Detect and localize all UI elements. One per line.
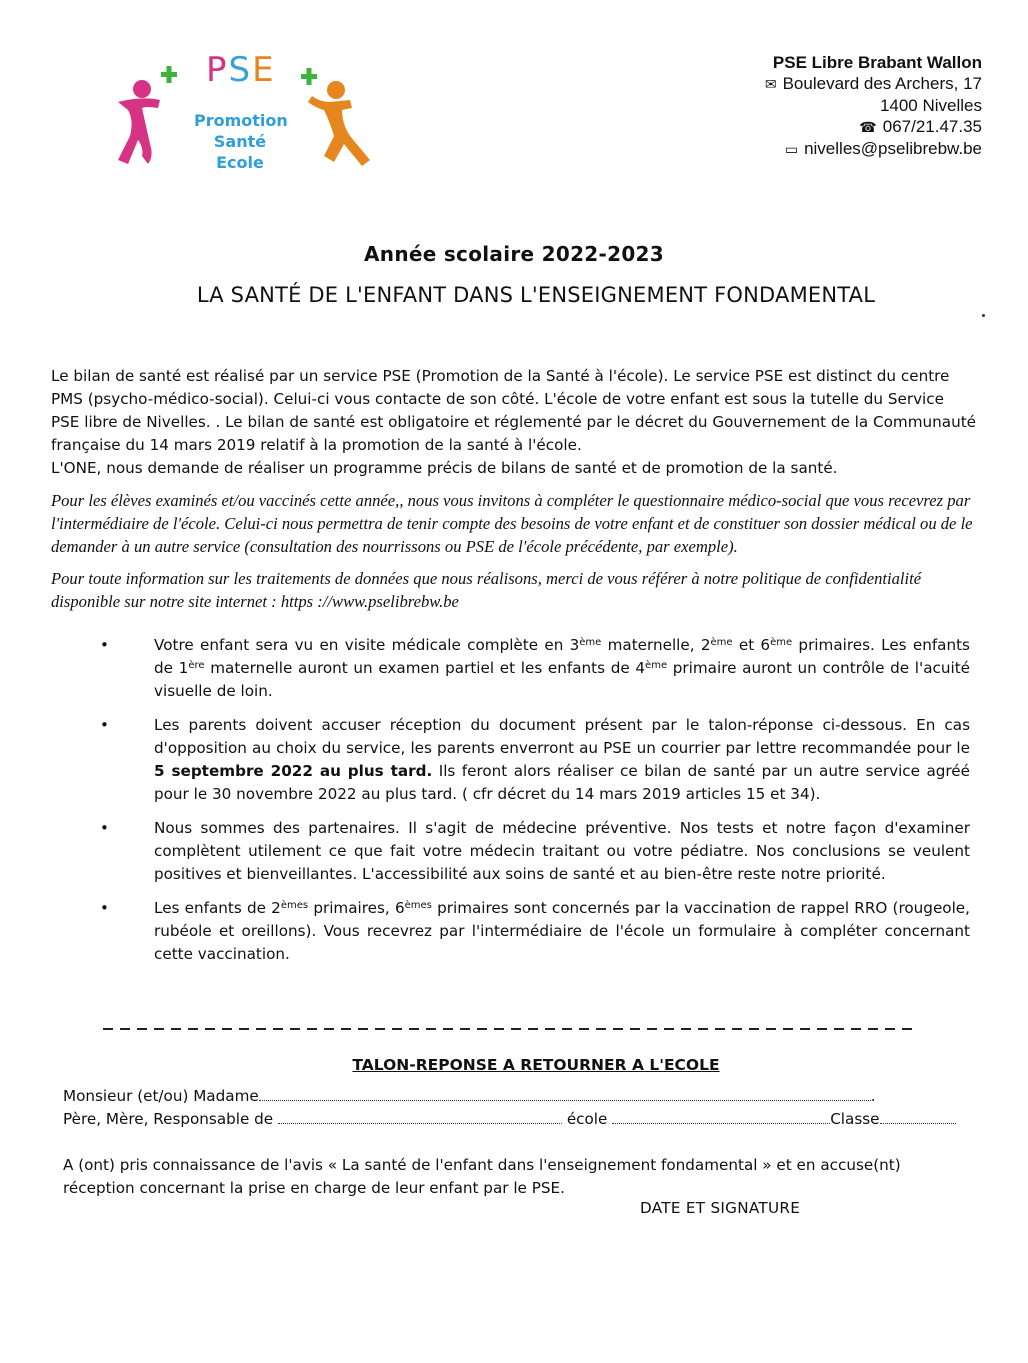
bullet-list: [100, 634, 970, 977]
child-name-blank[interactable]: [278, 1109, 562, 1124]
intro-paragraph: L'ONE, nous demande de réaliser un programme précis de bilans de santé et de promotion de la santé.: [51, 459, 838, 477]
org-name: PSE Libre Brabant Wallon: [772, 53, 982, 72]
pse-logo: [98, 44, 380, 174]
deadline-text: 5 septembre 2022 au plus tard.: [154, 762, 433, 780]
city: 1400 Nivelles: [879, 96, 982, 115]
class-blank[interactable]: [880, 1109, 956, 1124]
logo-subtitle-line: Ecole: [216, 153, 264, 172]
street: Boulevard des Archers, 17: [782, 74, 982, 93]
child-info-field[interactable]: [63, 1108, 956, 1130]
parent-label: Monsieur (et/ou) Madame: [63, 1087, 259, 1105]
street-line: [765, 73, 982, 95]
list-item: • Votre enfant sera vu en visite médicale complète en 3ème maternelle, 2ème et 6ème primaires. Les enfants de 1ère maternelle auront un examen partiel et les enfants de 4ème primaire auront un contrôle de l'acuité visuelle de loin.: [100, 634, 970, 703]
logo-letter-p: P: [206, 50, 229, 90]
page-title: LA SANTÉ DE L'ENFANT DANS L'ENSEIGNEMENT FONDAMENTAL: [196, 283, 876, 307]
date-signature-label: DATE ET SIGNATURE: [640, 1199, 801, 1217]
envelope-icon: ✉: [764, 76, 777, 92]
phone: 067/21.47.35: [882, 117, 982, 136]
intro-text: [51, 365, 976, 480]
email-link[interactable]: nivelles@pselibrebw.be: [804, 139, 982, 158]
logo-letter-s: S: [228, 50, 253, 90]
logo-subtitle: [194, 110, 286, 173]
phone-icon: ☎: [859, 119, 877, 135]
email-line: [765, 138, 982, 160]
child-label: Père, Mère, Responsable de: [63, 1110, 274, 1128]
list-item: • Nous sommes des partenaires. Il s'agit de médecine préventive. Nos tests et notre façon d'examiner complètent utilement ce que fait votre médecin traitant ou votre pédiatre. Nos conclusions se veulent positives et bienveillantes. L'accessibilité aux soins de santé et au bien-être reste notre priorité.: [100, 817, 970, 886]
list-item: • Les parents doivent accuser réception du document présent par le talon-réponse ci-dessous. En cas d'opposition au choix du service, les parents enverront au PSE un courrier par lettre recommandée pour le 5 septembre 2022 au plus tard. Ils feront alors réaliser ce bilan de santé par un autre service agréé pour le 30 novembre 2022 au plus tard. ( cfr décret du 14 mars 2019 articles 15 et 34).: [100, 714, 970, 806]
privacy-note: Pour toute information sur les traitements de données que nous réalisons, merci de vous référer à notre politique de confidentialité disponible sur notre site internet : https ://www.pselibrebw.be: [51, 569, 922, 611]
school-label: école: [566, 1110, 608, 1128]
questionnaire-note: Pour les élèves examinés et/ou vaccinés cette année,, nous vous invitons à compléter le questionnaire médico-social que vous recevrez par l'intermédiaire de l'école. Celui-ci nous permettra de tenir compte des besoins de votre enfant et de constituer son dossier médical ou de le demander à un autre service (consultation des nourrissons ou PSE de l'école précédente, par exemple).: [51, 491, 973, 556]
logo-subtitle-line: Santé: [213, 132, 267, 151]
acknowledgement-text: A (ont) pris connaissance de l'avis « La santé de l'enfant dans l'enseignement fondamental » et en accuse(nt) réception concernant la prise en charge de leur enfant par le PSE.: [63, 1156, 901, 1197]
phone-line: [765, 116, 982, 138]
stray-dot: [982, 314, 985, 317]
slip-title: TALON-REPONSE A RETOURNER A L'ECOLE: [352, 1056, 720, 1074]
cut-line: [103, 1028, 918, 1030]
logo-subtitle-line: Promotion: [194, 111, 288, 130]
computer-icon: ▭: [784, 141, 799, 157]
school-year: Année scolaire 2022-2023: [364, 242, 664, 266]
intro-paragraph: Le bilan de santé est réalisé par un service PSE (Promotion de la Santé à l'école). Le service PSE est distinct du centre PMS (psycho-médico-social). Celui-ci vous contacte de son côté. L'école de votre enfant est sous la tutelle du Service PSE libre de Nivelles. . Le bilan de santé est obligatoire et réglementé par le décret du Gouvernement de la Communauté française du 14 mars 2019 relatif à la promotion de la santé à l'école.: [51, 367, 977, 454]
logo-letters: [206, 50, 276, 90]
school-blank[interactable]: [612, 1109, 830, 1124]
logo-letter-e: E: [252, 50, 276, 90]
list-item: • Les enfants de 2èmes primaires, 6èmes primaires sont concernés par la vaccination de rappel RRO (rougeole, rubéole et oreillons). Vous recevrez par l'intermédiaire de l'école un formulaire à compléter concernant cette vaccination.: [100, 897, 970, 966]
parent-name-field[interactable]: Monsieur (et/ou) Madame .: [63, 1087, 876, 1105]
parent-name-blank[interactable]: [259, 1086, 871, 1101]
address-block: [765, 52, 982, 160]
class-label: Classe: [830, 1110, 880, 1128]
